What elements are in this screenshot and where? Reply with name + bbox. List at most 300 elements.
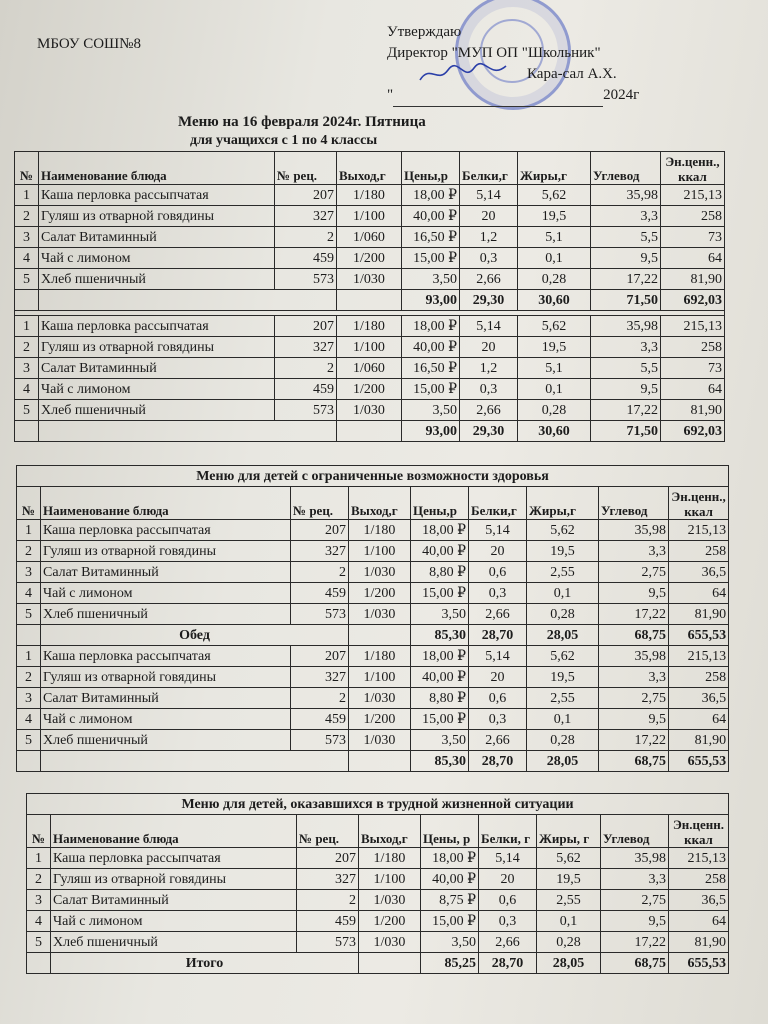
table-cell: 0,28 — [518, 400, 591, 421]
table-cell: Чай с лимоном — [39, 379, 275, 400]
table-row — [17, 520, 729, 541]
total-row — [15, 290, 725, 311]
table-cell: 20 — [460, 206, 518, 227]
total-label: Обед — [41, 625, 349, 646]
column-header: Эн.ценн., ккал — [669, 487, 729, 520]
table-cell: 215,13 — [661, 316, 725, 337]
menu-table-limited-health — [16, 465, 729, 772]
table-cell: 2,75 — [599, 562, 669, 583]
table-cell: 0,3 — [469, 709, 527, 730]
column-header: № рец. — [275, 152, 337, 185]
total-value: 85,30 — [411, 625, 469, 646]
table-cell: 4 — [27, 911, 51, 932]
column-header: № рец. — [291, 487, 349, 520]
column-header: Наименование блюда — [39, 152, 275, 185]
table-cell: Каша перловка рассыпчатая — [39, 185, 275, 206]
table-cell: 73 — [661, 227, 725, 248]
table-cell: 9,5 — [601, 911, 669, 932]
table-cell: Салат Витаминный — [39, 227, 275, 248]
total-row — [27, 953, 729, 974]
table-cell: 1 — [15, 185, 39, 206]
table-cell: 5 — [27, 932, 51, 953]
table-cell: 459 — [275, 379, 337, 400]
table-cell: 258 — [661, 206, 725, 227]
total-value: 29,30 — [460, 290, 518, 311]
table-cell: 18,00 ₽ — [402, 316, 460, 337]
menu-title: Меню на 16 февраля 2024г. Пятница — [178, 114, 426, 130]
table-cell: 40,00 ₽ — [411, 541, 469, 562]
table-cell: 5,14 — [479, 848, 537, 869]
table-cell: 459 — [291, 709, 349, 730]
table-cell: Чай с лимоном — [51, 911, 297, 932]
table-cell: Каша перловка рассыпчатая — [51, 848, 297, 869]
table-cell: Салат Витаминный — [41, 688, 291, 709]
total-value: 28,05 — [527, 625, 599, 646]
table-cell: 4 — [17, 583, 41, 604]
table-cell: Каша перловка рассыпчатая — [41, 520, 291, 541]
table-cell: Гуляш из отварной говядины — [51, 869, 297, 890]
table-cell: 207 — [275, 316, 337, 337]
table-row — [15, 206, 725, 227]
table-cell: 258 — [669, 667, 729, 688]
table-cell: 1 — [17, 520, 41, 541]
table-cell: 1/200 — [349, 709, 411, 730]
table-cell: 1/180 — [349, 520, 411, 541]
table-cell: 1 — [17, 646, 41, 667]
table-row — [27, 932, 729, 953]
table-cell: 0,28 — [527, 730, 599, 751]
table-row — [15, 316, 725, 337]
table-cell: 258 — [669, 869, 729, 890]
table-cell: 8,80 ₽ — [411, 562, 469, 583]
table-cell: 18,00 ₽ — [402, 185, 460, 206]
table-cell: 3,3 — [601, 869, 669, 890]
table-cell: 5 — [15, 400, 39, 421]
table-cell: 64 — [661, 248, 725, 269]
table-cell: 40,00 ₽ — [402, 337, 460, 358]
table-cell: Гуляш из отварной говядины — [39, 337, 275, 358]
table-cell: Гуляш из отварной говядины — [39, 206, 275, 227]
table-cell: 9,5 — [599, 583, 669, 604]
total-value: 28,05 — [537, 953, 601, 974]
table-cell: 573 — [297, 932, 359, 953]
table-row — [15, 358, 725, 379]
table-cell: 459 — [291, 583, 349, 604]
table-cell: 35,98 — [591, 185, 661, 206]
column-header: Выход,г — [349, 487, 411, 520]
table-cell: 15,00 ₽ — [411, 709, 469, 730]
table-cell: 19,5 — [527, 541, 599, 562]
table-cell: 2 — [17, 541, 41, 562]
table-row — [15, 337, 725, 358]
table-row — [17, 688, 729, 709]
table-cell: 0,6 — [479, 890, 537, 911]
table-cell: Хлеб пшеничный — [41, 604, 291, 625]
table-cell: 0,1 — [527, 583, 599, 604]
table-cell: 2,66 — [469, 730, 527, 751]
table-cell: 2,66 — [479, 932, 537, 953]
table-cell: 2 — [15, 337, 39, 358]
table-cell: 5,1 — [518, 227, 591, 248]
table-cell: 64 — [669, 709, 729, 730]
table-cell: 4 — [17, 709, 41, 730]
column-header: Цены,р — [402, 152, 460, 185]
table-cell: 327 — [275, 206, 337, 227]
table-cell: 327 — [291, 667, 349, 688]
table-cell: 1/030 — [349, 730, 411, 751]
column-header: № — [15, 152, 39, 185]
table-cell: 3 — [27, 890, 51, 911]
table-cell: 459 — [275, 248, 337, 269]
table-cell: 0,28 — [537, 932, 601, 953]
table-header-row — [15, 152, 725, 185]
column-header: Углевод — [599, 487, 669, 520]
table-cell: 81,90 — [661, 269, 725, 290]
table-cell: 1,2 — [460, 227, 518, 248]
table-cell: 5,62 — [527, 646, 599, 667]
table-cell: 459 — [297, 911, 359, 932]
table-cell: 35,98 — [599, 646, 669, 667]
table-row — [17, 583, 729, 604]
total-value: 93,00 — [402, 421, 460, 442]
approve-line-4: " — [387, 87, 394, 103]
approval-block — [387, 22, 639, 107]
table-cell: 207 — [291, 520, 349, 541]
table-cell: Салат Витаминный — [41, 562, 291, 583]
table-cell: 15,00 ₽ — [421, 911, 479, 932]
table-cell: 16,50 ₽ — [402, 358, 460, 379]
table-cell: 215,13 — [669, 646, 729, 667]
school-name: МБОУ СОШ№8 — [37, 36, 141, 52]
total-value: 85,30 — [411, 751, 469, 772]
table-cell: 73 — [661, 358, 725, 379]
table-cell: 2,66 — [460, 400, 518, 421]
table-cell: 207 — [297, 848, 359, 869]
column-header: Жиры,г — [518, 152, 591, 185]
total-value: 28,70 — [479, 953, 537, 974]
total-value: 655,53 — [669, 953, 729, 974]
table-cell: 20 — [460, 337, 518, 358]
table-cell: 0,1 — [518, 379, 591, 400]
table-cell: 40,00 ₽ — [402, 206, 460, 227]
table-cell: 17,22 — [591, 400, 661, 421]
table-row — [15, 269, 725, 290]
table-cell: 573 — [275, 400, 337, 421]
table-cell: 3 — [17, 562, 41, 583]
table-cell: 5,14 — [460, 185, 518, 206]
table-cell: 1/100 — [337, 206, 402, 227]
table-row — [17, 562, 729, 583]
table-row — [27, 848, 729, 869]
table-cell: 1/030 — [359, 932, 421, 953]
table-row — [15, 227, 725, 248]
table-cell: 2 — [15, 206, 39, 227]
table-cell: 1/100 — [337, 337, 402, 358]
column-header: Цены, р — [421, 815, 479, 848]
table-row — [17, 709, 729, 730]
column-header: Углевод — [601, 815, 669, 848]
table-cell: 3,3 — [599, 667, 669, 688]
table-cell: 81,90 — [661, 400, 725, 421]
table-cell: 16,50 ₽ — [402, 227, 460, 248]
section-title: Меню для детей, оказавшихся в трудной жизненной ситуации — [27, 794, 729, 815]
column-header: Эн.ценн. ккал — [669, 815, 729, 848]
table-row — [17, 604, 729, 625]
table-cell: 36,5 — [669, 688, 729, 709]
table-cell: 258 — [669, 541, 729, 562]
table-cell: 18,00 ₽ — [411, 520, 469, 541]
table-cell: 35,98 — [591, 316, 661, 337]
table-cell: 1/180 — [349, 646, 411, 667]
table-cell: 327 — [275, 337, 337, 358]
table-cell: 573 — [291, 730, 349, 751]
table-cell: 15,00 ₽ — [402, 379, 460, 400]
table-cell: 5,62 — [518, 185, 591, 206]
table-cell: 2 — [275, 227, 337, 248]
table-cell: 2 — [17, 667, 41, 688]
table-cell: 3,50 — [421, 932, 479, 953]
table-cell: Хлеб пшеничный — [41, 730, 291, 751]
total-value: 30,60 — [518, 290, 591, 311]
table-cell: 35,98 — [601, 848, 669, 869]
total-value: 71,50 — [591, 290, 661, 311]
section-title-row — [27, 794, 729, 815]
table-cell: 1/180 — [359, 848, 421, 869]
table-cell: 0,1 — [527, 709, 599, 730]
column-header: Углевод — [591, 152, 661, 185]
total-value: 28,70 — [469, 751, 527, 772]
table-cell: 215,13 — [669, 848, 729, 869]
approve-line-3: Кара-сал А.Х. — [527, 66, 617, 82]
table-cell: 258 — [661, 337, 725, 358]
table-cell: 1 — [15, 316, 39, 337]
table-cell: 20 — [479, 869, 537, 890]
table-cell: 1/200 — [349, 583, 411, 604]
table-cell: 5,5 — [591, 227, 661, 248]
table-cell: 3 — [15, 358, 39, 379]
section-title: Меню для детей с ограниченные возможности здоровья — [17, 466, 729, 487]
table-cell: 5,5 — [591, 358, 661, 379]
table-cell: 1/030 — [337, 400, 402, 421]
total-value: 68,75 — [599, 751, 669, 772]
total-value: 85,25 — [421, 953, 479, 974]
section-title-row — [17, 466, 729, 487]
total-value: 655,53 — [669, 625, 729, 646]
table-row — [15, 400, 725, 421]
table-cell: Чай с лимоном — [41, 709, 291, 730]
table-cell: 4 — [15, 379, 39, 400]
table-cell: 0,3 — [460, 379, 518, 400]
column-header: Эн.ценн., ккал — [661, 152, 725, 185]
menu-table-grades-1-4 — [14, 151, 725, 442]
total-label — [39, 290, 337, 311]
table-cell: 81,90 — [669, 604, 729, 625]
column-header: Белки,г — [460, 152, 518, 185]
table-cell: 1,2 — [460, 358, 518, 379]
table-cell: 8,75 ₽ — [421, 890, 479, 911]
table-cell: 2 — [291, 688, 349, 709]
table-cell: 20 — [469, 541, 527, 562]
table-cell: 0,3 — [469, 583, 527, 604]
table-row — [17, 541, 729, 562]
table-row — [17, 730, 729, 751]
table-cell: 0,1 — [537, 911, 601, 932]
table-cell: 0,3 — [479, 911, 537, 932]
table-cell: 5 — [17, 730, 41, 751]
table-cell: Гуляш из отварной говядины — [41, 541, 291, 562]
table-cell: 1/030 — [349, 688, 411, 709]
table-cell: 35,98 — [599, 520, 669, 541]
table-cell: 5 — [17, 604, 41, 625]
table-cell: 2 — [27, 869, 51, 890]
table-row — [15, 379, 725, 400]
table-cell: 573 — [291, 604, 349, 625]
table-cell: 0,28 — [518, 269, 591, 290]
table-cell: 64 — [661, 379, 725, 400]
table-cell: 19,5 — [518, 206, 591, 227]
total-value: 71,50 — [591, 421, 661, 442]
total-value: 692,03 — [661, 290, 725, 311]
column-header: Белки, г — [479, 815, 537, 848]
total-label: Итого — [51, 953, 359, 974]
table-cell: 3 — [17, 688, 41, 709]
total-value: 68,75 — [599, 625, 669, 646]
total-value: 30,60 — [518, 421, 591, 442]
table-cell: 5,62 — [537, 848, 601, 869]
table-cell: Гуляш из отварной говядины — [41, 667, 291, 688]
menu-table-difficult-situation — [26, 793, 729, 974]
approve-line-2: Директор "МУП ОП "Школьник" — [387, 45, 601, 61]
table-cell: Хлеб пшеничный — [51, 932, 297, 953]
table-cell: 327 — [291, 541, 349, 562]
table-cell: 64 — [669, 583, 729, 604]
table-cell: 15,00 ₽ — [411, 583, 469, 604]
table-cell: 1/100 — [349, 541, 411, 562]
table-cell: 0,1 — [518, 248, 591, 269]
table-cell: 0,28 — [527, 604, 599, 625]
column-header: Жиры,г — [527, 487, 599, 520]
table-cell: 81,90 — [669, 932, 729, 953]
table-row — [27, 890, 729, 911]
total-value: 28,70 — [469, 625, 527, 646]
total-row — [17, 625, 729, 646]
table-cell: 64 — [669, 911, 729, 932]
table-cell: 15,00 ₽ — [402, 248, 460, 269]
approve-line-1: Утверждаю — [387, 24, 462, 40]
column-header: Наименование блюда — [51, 815, 297, 848]
table-cell: Хлеб пшеничный — [39, 400, 275, 421]
table-cell: Чай с лимоном — [39, 248, 275, 269]
column-header: Выход,г — [359, 815, 421, 848]
table-cell: 17,22 — [591, 269, 661, 290]
table-cell: 8,80 ₽ — [411, 688, 469, 709]
table-cell: 36,5 — [669, 890, 729, 911]
total-value: 692,03 — [661, 421, 725, 442]
column-header: Белки,г — [469, 487, 527, 520]
table-cell: 1/100 — [359, 869, 421, 890]
table-row — [15, 248, 725, 269]
table-cell: 573 — [275, 269, 337, 290]
table-cell: 18,00 ₽ — [411, 646, 469, 667]
table-cell: 19,5 — [537, 869, 601, 890]
table-cell: 0,3 — [460, 248, 518, 269]
total-value: 655,53 — [669, 751, 729, 772]
column-header: Наименование блюда — [41, 487, 291, 520]
table-cell: 19,5 — [527, 667, 599, 688]
total-label — [41, 751, 349, 772]
table-cell: 2 — [297, 890, 359, 911]
table-cell: 207 — [291, 646, 349, 667]
total-label — [39, 421, 337, 442]
table-cell: 17,22 — [599, 604, 669, 625]
table-row — [17, 667, 729, 688]
table-cell: 20 — [469, 667, 527, 688]
column-header: Жиры, г — [537, 815, 601, 848]
table-cell: 36,5 — [669, 562, 729, 583]
table-row — [17, 646, 729, 667]
table-cell: 1/180 — [337, 185, 402, 206]
table-cell: 1 — [27, 848, 51, 869]
table-cell: 2 — [291, 562, 349, 583]
column-header: Цены,р — [411, 487, 469, 520]
menu-subtitle: для учащихся с 1 по 4 классы — [190, 133, 378, 148]
table-cell: 2,75 — [599, 688, 669, 709]
table-cell: 18,00 ₽ — [421, 848, 479, 869]
table-cell: 327 — [297, 869, 359, 890]
table-cell: Каша перловка рассыпчатая — [39, 316, 275, 337]
table-cell: 2,75 — [601, 890, 669, 911]
total-row — [17, 751, 729, 772]
table-cell: 2,55 — [527, 688, 599, 709]
table-cell: 215,13 — [661, 185, 725, 206]
table-cell: 5,14 — [469, 520, 527, 541]
table-header-row — [27, 815, 729, 848]
table-cell: 1/060 — [337, 227, 402, 248]
column-header: Выход,г — [337, 152, 402, 185]
column-header: № рец. — [297, 815, 359, 848]
table-cell: 17,22 — [599, 730, 669, 751]
table-cell: 2 — [275, 358, 337, 379]
table-cell: 3 — [15, 227, 39, 248]
table-cell: 2,66 — [460, 269, 518, 290]
column-header: № — [27, 815, 51, 848]
total-value: 28,05 — [527, 751, 599, 772]
table-cell: 2,66 — [469, 604, 527, 625]
table-cell: 4 — [15, 248, 39, 269]
table-row — [15, 185, 725, 206]
table-cell: 3,3 — [591, 206, 661, 227]
table-cell: 207 — [275, 185, 337, 206]
table-cell: 1/200 — [337, 379, 402, 400]
table-cell: 5,14 — [469, 646, 527, 667]
table-cell: 5,14 — [460, 316, 518, 337]
table-cell: 5 — [15, 269, 39, 290]
table-cell: 1/030 — [349, 604, 411, 625]
table-cell: 215,13 — [669, 520, 729, 541]
table-cell: 5,1 — [518, 358, 591, 379]
table-cell: Салат Витаминный — [39, 358, 275, 379]
table-header-row — [17, 487, 729, 520]
table-cell: 19,5 — [518, 337, 591, 358]
total-value: 93,00 — [402, 290, 460, 311]
table-cell: 0,6 — [469, 562, 527, 583]
table-cell: 9,5 — [591, 379, 661, 400]
total-row — [15, 421, 725, 442]
table-cell: 1/200 — [337, 248, 402, 269]
table-cell: 9,5 — [591, 248, 661, 269]
table-cell: Каша перловка рассыпчатая — [41, 646, 291, 667]
table-cell: 1/030 — [337, 269, 402, 290]
